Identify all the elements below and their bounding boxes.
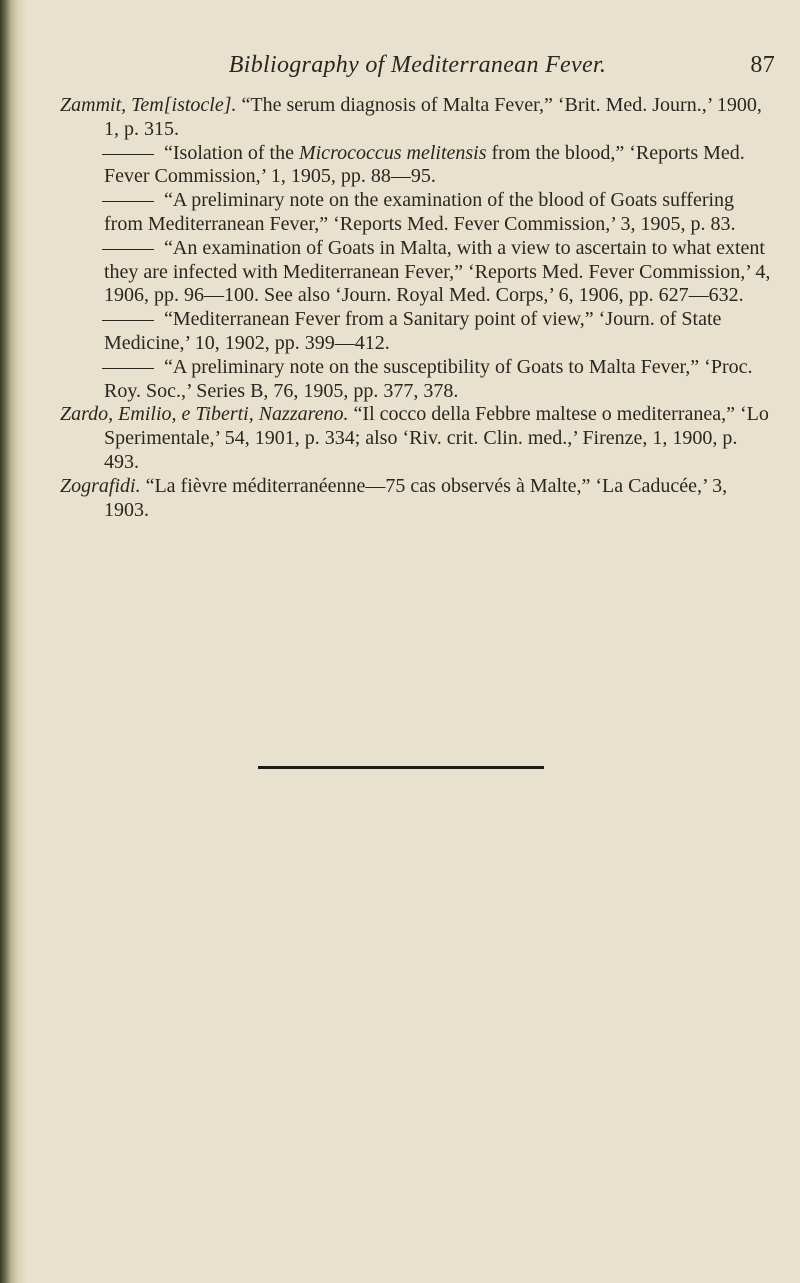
entry-text: “Il cocco della Febbre maltese o mediterranea,” ‘Lo Sperimentale,’ 54, 1901, p. 334; also ‘Riv. crit. Clin. med.,’ Firenze, 1, 1900, p. 493. [104, 403, 769, 473]
entry-text: “A preliminary note on the susceptibility of Goats to Malta Fever,” ‘Proc. Roy. Soc.,’ Series B, 76, 1905, pp. 377, 378. [104, 355, 753, 402]
running-header [60, 52, 775, 92]
ditto-dash [102, 368, 154, 369]
ditto-dash [102, 154, 154, 155]
entry-text: “An examination of Goats in Malta, with a view to ascertain to what extent they are infected with Mediterranean Fever,” ‘Reports Med. Fever Commission,’ 4, 1906, pp. 96—100. See also ‘Journ. Royal Med. Corps,’ 6, 1906, pp. 627—632. [104, 236, 771, 307]
book-page [60, 52, 775, 522]
bibliography-entry [60, 356, 775, 404]
page-number: 87 [750, 52, 775, 78]
bibliography-entry [60, 189, 775, 237]
running-title: Bibliography of Mediterranean Fever. [228, 52, 607, 78]
bibliography-entry [60, 403, 775, 474]
bibliography-list [60, 94, 775, 522]
entry-text: “Isolation of the [164, 141, 299, 164]
book-spine-shadow [0, 0, 26, 1283]
entry-italic-term: Micrococcus melitensis [298, 141, 487, 164]
entry-author: Zammit, Tem[istocle]. [60, 94, 237, 116]
entry-text: from the blood,” ‘Reports Med. Fever Commission,’ 1, 1905, pp. 88—95. [104, 141, 745, 188]
bibliography-entry [60, 142, 775, 190]
entry-text: “The serum diagnosis of Malta Fever,” ‘Brit. Med. Journ.,’ 1900, 1, p. 315. [104, 94, 762, 140]
bibliography-entry [60, 308, 775, 356]
entry-author: Zardo, Emilio, e Tiberti, Nazzareno. [60, 403, 349, 426]
bibliography-entry [60, 475, 775, 523]
ditto-dash [102, 249, 154, 250]
entry-author: Zografidi. [60, 474, 141, 497]
entry-text: “Mediterranean Fever from a Sanitary point of view,” ‘Journ. of State Medicine,’ 10, 1902, pp. 399—412. [104, 308, 722, 354]
end-rule [258, 766, 544, 769]
entry-text: “A preliminary note on the examination of the blood of Goats suffering from Mediterranean Fever,” ‘Reports Med. Fever Commission,’ 3, 1905, p. 83. [104, 189, 736, 235]
bibliography-entry [60, 94, 775, 142]
entry-text: “La fièvre méditerranéenne—75 cas observés à Malte,” ‘La Caducée,’ 3, 1903. [104, 474, 728, 521]
bibliography-entry [60, 237, 775, 308]
ditto-dash [102, 201, 154, 202]
ditto-dash [102, 320, 154, 321]
